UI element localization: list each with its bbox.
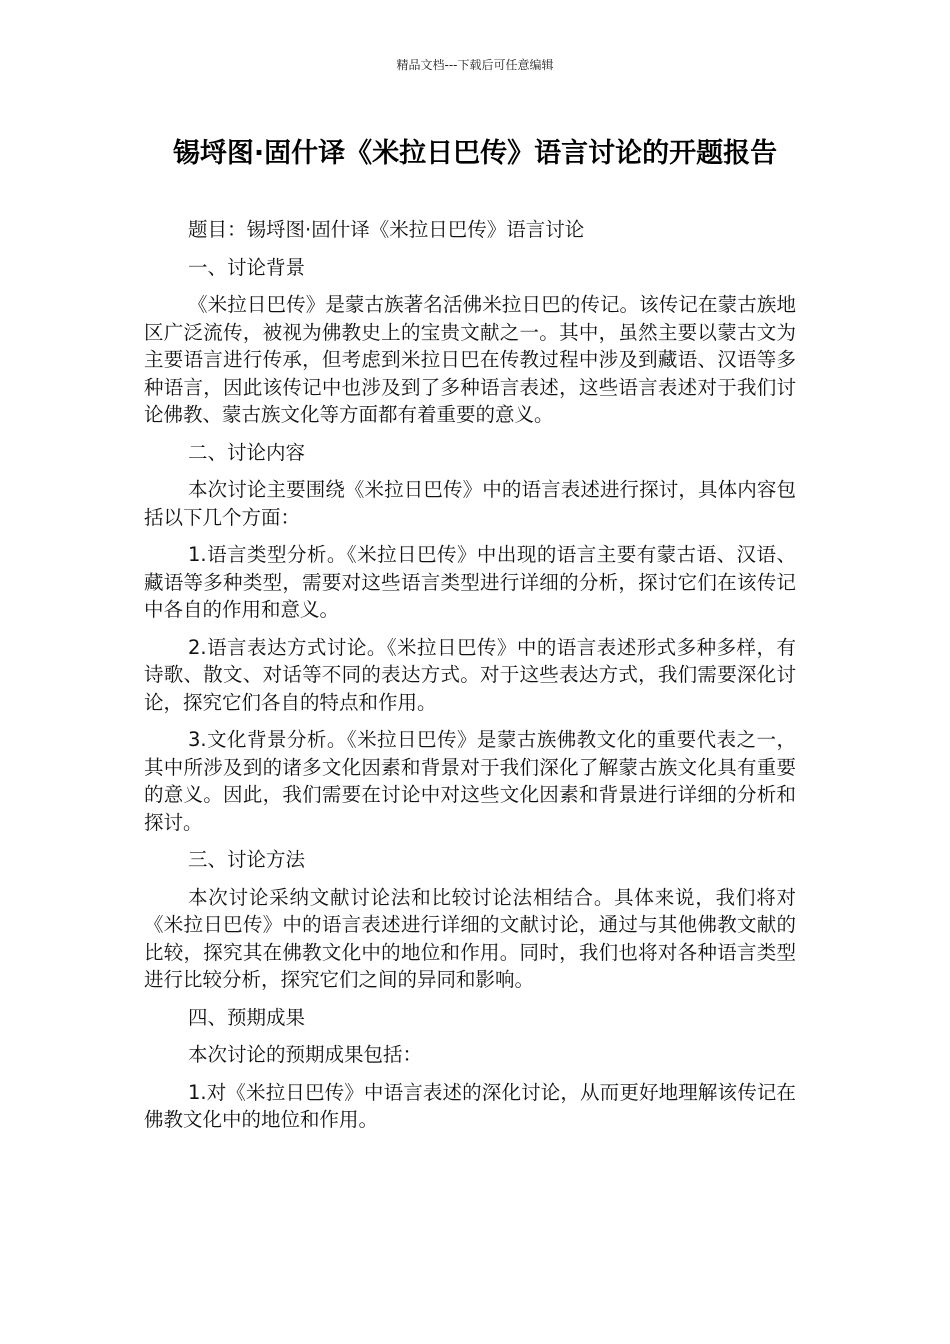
paragraph-method: 本次讨论采纳文献讨论法和比较讨论法相结合。具体来说，我们将对《米拉日巴传》中的语言表述进行详细的文献讨论，通过与其他佛教文献的比较，探究其在佛教文化中的地位和作用。同时，我们也将对各种语言类型进行比较分析，探究它们之间的异同和影响。 [144,885,796,991]
paragraph-outcomes-item-1: 1.对《米拉日巴传》中语言表述的深化讨论，从而更好地理解该传记在佛教文化中的地位和作用。 [144,1080,796,1131]
paragraph-content-item-1: 1.语言类型分析。《米拉日巴传》中出现的语言主要有蒙古语、汉语、藏语等多种类型，需要对这些语言类型进行详细的分析，探讨它们在该传记中各自的作用和意义。 [144,543,796,621]
paragraph-content-item-3: 3.文化背景分析。《米拉日巴传》是蒙古族佛教文化的重要代表之一，其中所涉及到的诸多文化因素和背景对于我们深化了解蒙古族文化具有重要的意义。因此，我们需要在讨论中对这些文化因素和背景进行详细的分析和探讨。 [144,728,796,834]
document-body [144,216,796,1144]
paragraph-outcomes-intro: 本次讨论的预期成果包括： [188,1043,423,1066]
page-header: 精品文档---下载后可任意编辑 [396,58,554,72]
paragraph-content-intro: 本次讨论主要围绕《米拉日巴传》中的语言表述进行探讨，具体内容包括以下几个方面： [144,478,796,529]
section-heading-content: 二、讨论内容 [188,440,306,464]
paragraph-content-item-2: 2.语言表达方式讨论。《米拉日巴传》中的语言表述形式多种多样，有诗歌、散文、对话等不同的表达方式。对于这些表达方式，我们需要深化讨论，探究它们各自的特点和作用。 [144,635,796,714]
section-heading-background: 一、讨论背景 [188,255,306,279]
section-heading-method: 三、讨论方法 [188,848,306,871]
section-heading-outcomes: 四、预期成果 [188,1005,306,1029]
document-title: 锡埒图·固什译《米拉日巴传》语言讨论的开题报告 [172,138,778,169]
paragraph-background: 《米拉日巴传》是蒙古族著名活佛米拉日巴的传记。该传记在蒙古族地区广泛流传，被视为佛教史上的宝贵文献之一。其中，虽然主要以蒙古文为主要语言进行传承，但考虑到米拉日巴在传教过程中涉及到藏语、汉语等多种语言，因此该传记中也涉及到了多种语言表述，这些语言表述对于我们讨论佛教、蒙古族文化等方面都有着重要的意义。 [144,293,796,426]
topic-line: 题目：锡埒图·固什译《米拉日巴传》语言讨论 [188,218,585,241]
